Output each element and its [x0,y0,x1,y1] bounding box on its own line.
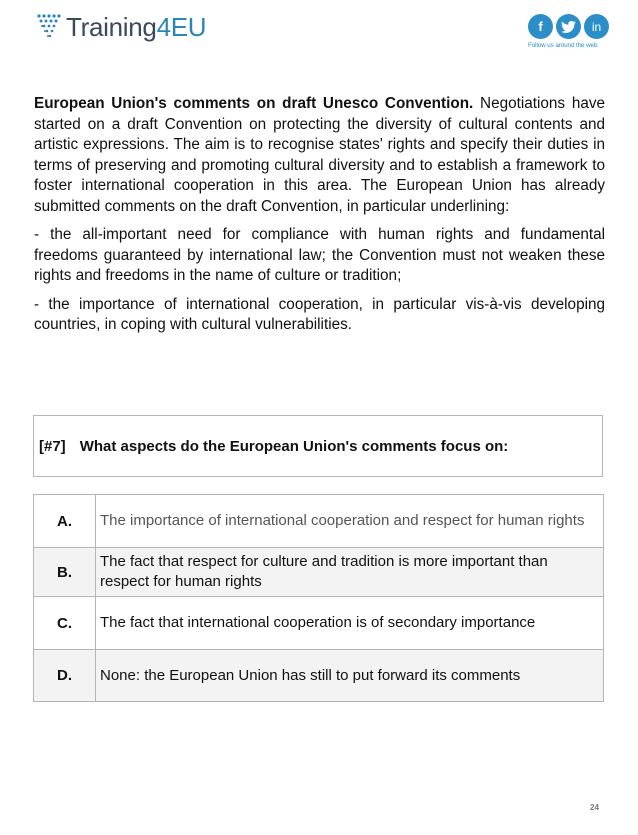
question-text: What aspects do the European Union's comments focus on: [79,437,509,455]
article-point-1: - the all-important need for compliance with human rights and fundamental freedoms guaranteed by international law; the Convention must not weaken these rights and freedoms in the name of culture or tradition; [34,226,605,284]
article-intro: Negotiations have started on a draft Convention on protecting the diversity of cultural contents and artistic expressions. The aim is to recognise states' rights and specify their duties in terms of preserving and promoting cultural diversity and to establish a framework to foster international cooperation in this area. The European Union has already submitted comments on the draft Convention, in particular underlining: [34,95,605,215]
answer-letter: A. [34,495,96,548]
answer-letter: B. [34,548,96,597]
twitter-bird-icon [561,21,576,33]
facebook-label: f [538,19,543,34]
logo-text [66,12,206,42]
answer-letter: C. [34,597,96,650]
linkedin-icon[interactable] [584,14,609,39]
page-header [0,0,638,60]
training4eu-logo[interactable] [36,12,206,42]
article-body [34,94,605,344]
logo-text-dark: Training [66,12,157,42]
article-intro-paragraph [34,94,605,217]
logo-text-blue: 4EU [156,12,207,42]
facebook-icon[interactable] [528,14,553,39]
answer-option-a[interactable] [34,495,604,548]
answer-text: None: the European Union has still to put forward its comments [96,650,604,702]
article-lead: European Union's comments on draft Unesco Convention. [34,95,474,112]
answer-option-c[interactable] [34,597,604,650]
article-point-2: - the importance of international cooperation, in particular vis-à-vis developing countries, in coping with cultural vulnerabilities. [34,295,605,333]
page-number: 24 [590,803,599,812]
twitter-icon[interactable] [556,14,581,39]
answer-text: The importance of international cooperation and respect for human rights [96,495,604,548]
answer-text: The fact that international cooperation is of secondary importance [96,597,604,650]
answer-option-d[interactable] [34,650,604,702]
answer-options-table [33,494,604,702]
social-links [528,14,618,54]
question-number: [#7] [39,437,66,455]
answer-option-b[interactable] [34,548,604,597]
question-box [33,415,603,477]
linkedin-label: in [591,19,602,34]
answer-text: The fact that respect for culture and tradition is more important than respect for human rights [96,548,604,597]
logo-mark-icon [36,12,64,42]
social-tagline: Follow us around the web [528,42,598,49]
answer-letter: D. [34,650,96,702]
